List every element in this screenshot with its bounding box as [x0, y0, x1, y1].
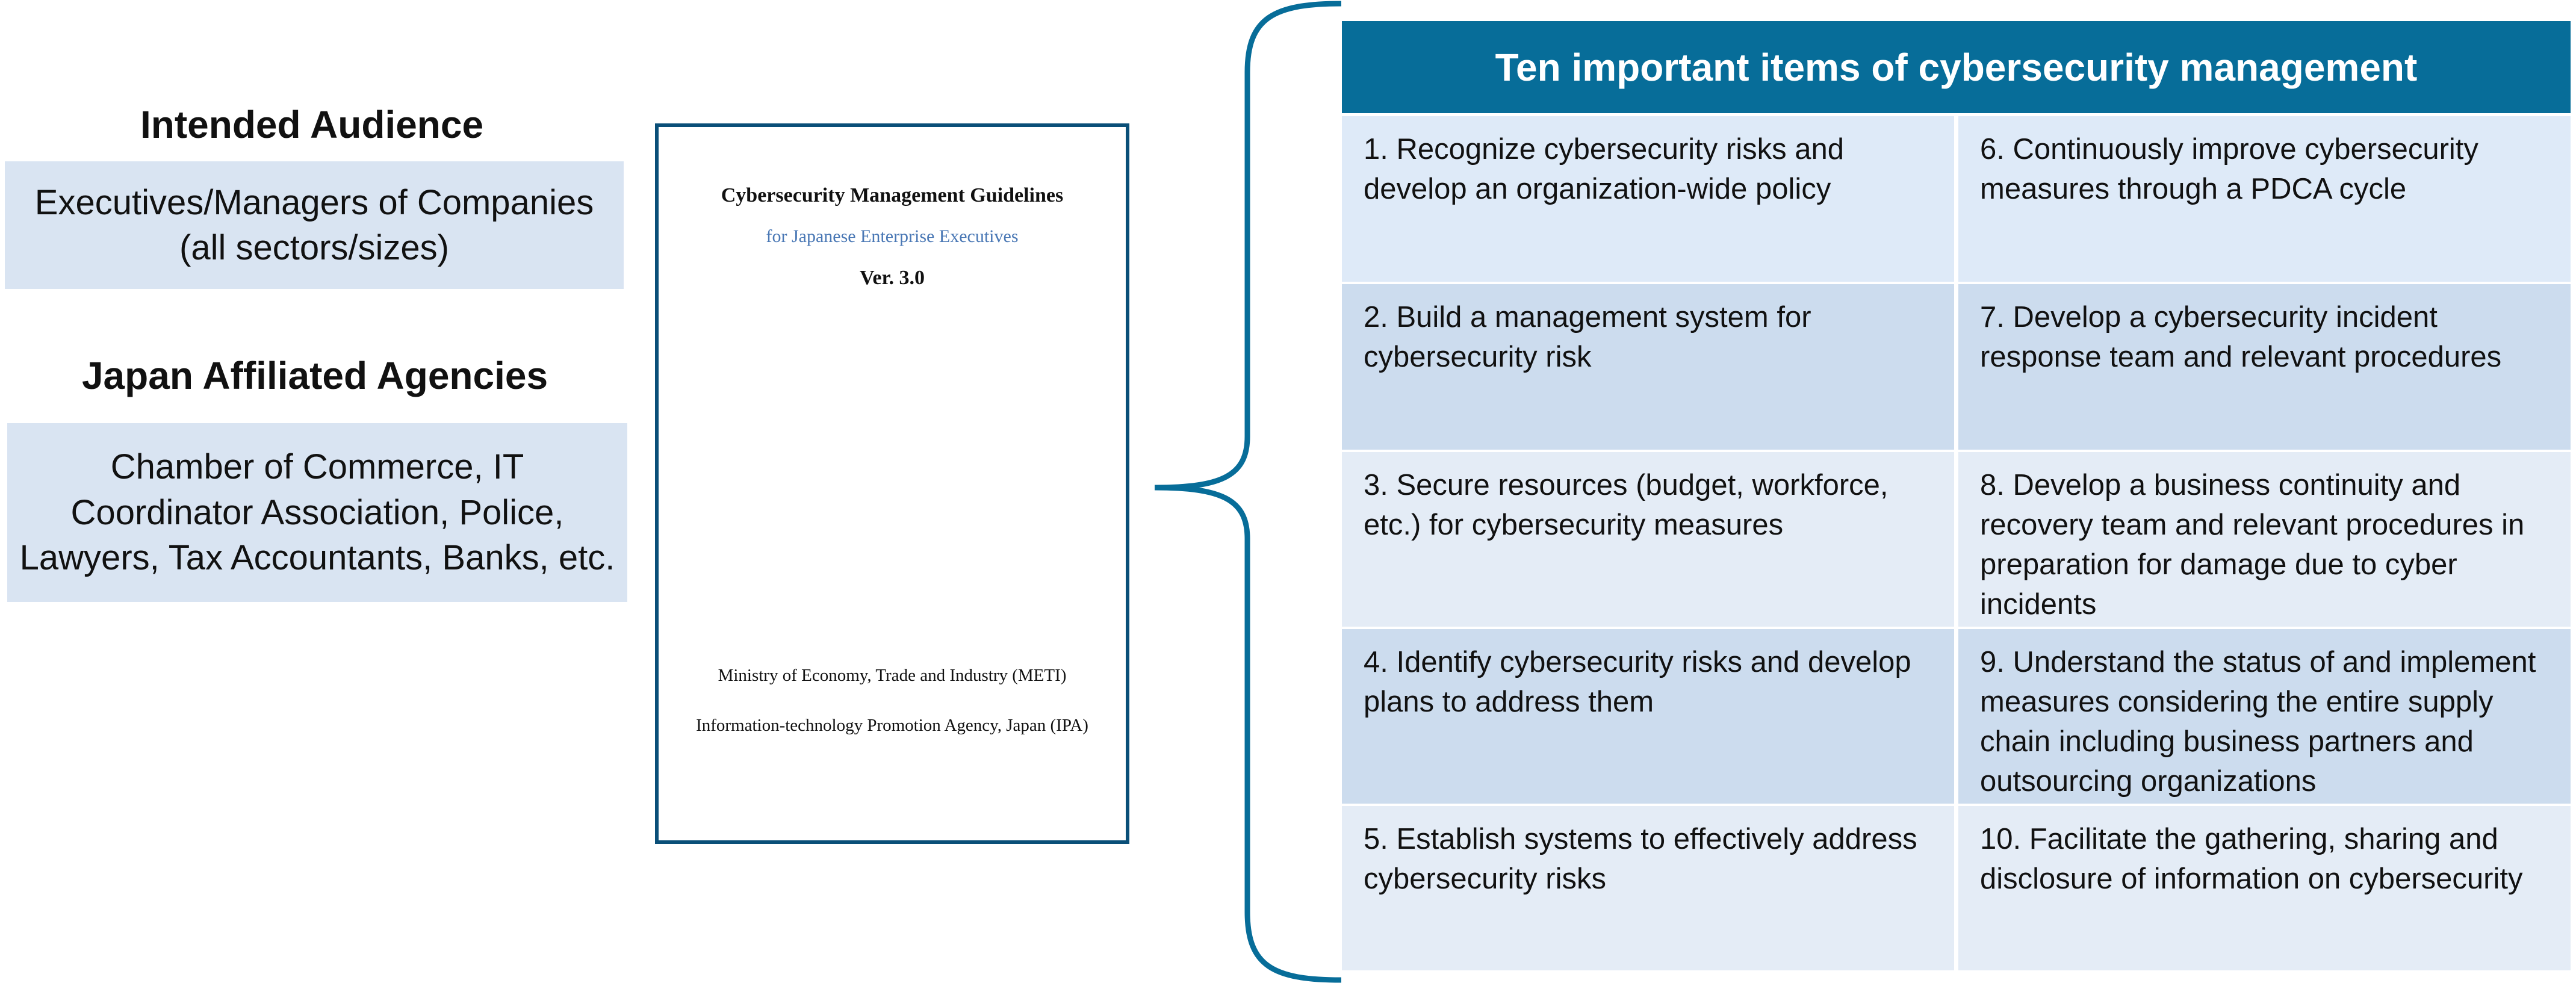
table-title: Ten important items of cybersecurity management [1342, 21, 2571, 113]
document-publisher-meti: Ministry of Economy, Trade and Industry (METI) [718, 666, 1067, 685]
item-9: 9. Understand the status of and implement measures considering the entire supply chain including business partners and outsourcing organizations [1958, 629, 2571, 804]
item-2: 2. Build a management system for cybersecurity risk [1342, 284, 1954, 450]
affiliated-agencies-heading: Japan Affiliated Agencies [81, 354, 548, 397]
items-grid [1342, 116, 2571, 972]
audience-line-1: Executives/Managers of Companies [34, 182, 594, 222]
item-10: 10. Facilitate the gathering, sharing and disclosure of information on cybersecurity [1958, 806, 2571, 970]
item-6: 6. Continuously improve cybersecurity measures through a PDCA cycle [1958, 116, 2571, 282]
document-subtitle: for Japanese Enterprise Executives [766, 226, 1019, 246]
intended-audience-heading: Intended Audience [140, 103, 484, 146]
item-7: 7. Develop a cybersecurity incident response team and relevant procedures [1958, 284, 2571, 450]
document-title: Cybersecurity Management Guidelines [721, 184, 1064, 206]
item-4: 4. Identify cybersecurity risks and develop plans to address them [1342, 629, 1954, 804]
item-3: 3. Secure resources (budget, workforce, etc.) for cybersecurity measures [1342, 452, 1954, 627]
item-1: 1. Recognize cybersecurity risks and develop an organization-wide policy [1342, 116, 1954, 282]
item-5: 5. Establish systems to effectively address cybersecurity risks [1342, 806, 1954, 970]
document-publisher-ipa: Information-technology Promotion Agency, Japan (IPA) [696, 716, 1088, 735]
item-8: 8. Develop a business continuity and recovery team and relevant procedures in preparation for damage due to cyber incidents [1958, 452, 2571, 627]
agencies-line-2: Coordinator Association, Police, [70, 492, 564, 532]
document-version: Ver. 3.0 [860, 267, 925, 289]
audience-line-2: (all sectors/sizes) [179, 228, 449, 267]
agencies-line-3: Lawyers, Tax Accountants, Banks, etc. [19, 538, 615, 578]
agencies-line-1: Chamber of Commerce, IT [110, 447, 524, 487]
